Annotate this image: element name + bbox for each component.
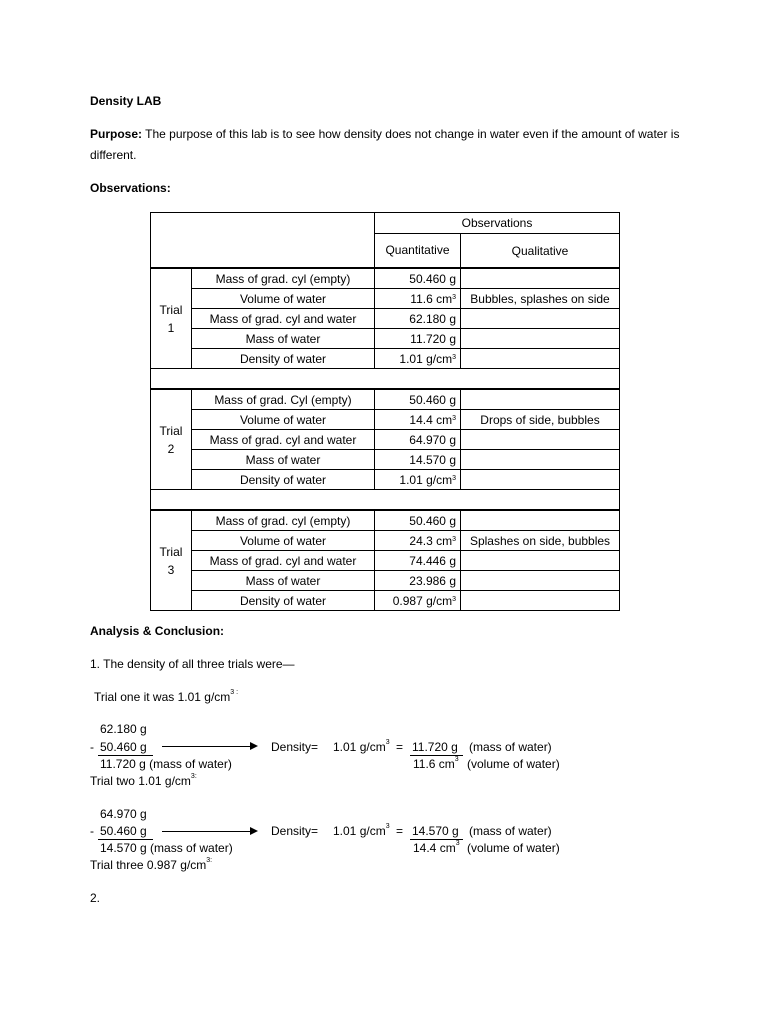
observations-heading: Observations: <box>90 181 171 195</box>
quantitative-value: 1.01 $g/cm^3$ <box>375 470 461 490</box>
quantitative-value: 11.6 $cm^3$ <box>375 289 461 309</box>
measurement-name: Mass of grad. cyl and water <box>192 309 375 329</box>
qualitative-note: Drops of side, bubbles <box>461 410 620 430</box>
table-row <box>151 510 620 531</box>
qualitative-note <box>461 510 620 531</box>
measurement-name: Mass of grad. cyl and water <box>192 430 375 450</box>
table-row <box>151 430 620 450</box>
calc1-density-value: 1.01 $g/cm^3$ <box>333 739 390 754</box>
calc2-sub-value: 50.460 g <box>100 824 147 838</box>
calc1-top-value: 62.180 g <box>100 722 147 736</box>
qualitative-note <box>461 591 620 611</box>
header-qualitative: Qualitative <box>461 234 620 269</box>
qualitative-note: Splashes on side, bubbles <box>461 531 620 551</box>
quantitative-value: 1.01 $g/cm^3$ <box>375 349 461 369</box>
measurement-name: Mass of grad. cyl and water <box>192 551 375 571</box>
quantitative-value: 50.460 g <box>375 389 461 410</box>
document-title: Density LAB <box>90 94 162 108</box>
calc1-sub-value: 50.460 g <box>100 740 147 754</box>
calc1-numerator-note: (mass of water) <box>469 740 552 754</box>
measurement-name: Mass of grad. Cyl (empty) <box>192 389 375 410</box>
qualitative-note: Bubbles, splashes on side <box>461 289 620 309</box>
quantitative-value: 23.986 g <box>375 571 461 591</box>
measurement-name: Density of water <box>192 349 375 369</box>
calc2-top-value: 64.970 g <box>100 807 147 821</box>
question-1: 1. The density of all three trials were— <box>90 657 295 671</box>
qualitative-note <box>461 309 620 329</box>
quantitative-value: 62.180 g <box>375 309 461 329</box>
table-row <box>151 389 620 410</box>
quantitative-value: 50.460 g <box>375 268 461 289</box>
table-row <box>151 551 620 571</box>
calc2-density-label: Density= <box>271 824 319 838</box>
table-row <box>151 289 620 309</box>
calc1-denominator-note: (volume of water) <box>467 757 560 771</box>
calc2-density-value: 1.01 $g/cm^3$ <box>333 823 390 838</box>
quantitative-value: 74.446 g <box>375 551 461 571</box>
qualitative-note <box>461 450 620 470</box>
purpose-paragraph <box>90 124 680 166</box>
table-row <box>151 349 620 369</box>
purpose-label: Purpose: <box>90 127 143 141</box>
quantitative-value: 64.970 g <box>375 430 461 450</box>
measurement-name: Volume of water <box>192 410 375 430</box>
table-row <box>151 571 620 591</box>
quantitative-value: 14.570 g <box>375 450 461 470</box>
table-corner-cell <box>151 213 375 269</box>
trial-label-1: Trial 1 <box>151 268 192 369</box>
qualitative-note <box>461 268 620 289</box>
header-quantitative: Quantitative <box>375 234 461 269</box>
observations-table <box>150 212 620 611</box>
calc2-numerator: 14.570 g <box>412 824 459 838</box>
trial-three-result: Trial three 0.987 $g/cm^{3:}$ <box>90 857 213 872</box>
table-row <box>151 591 620 611</box>
table-row <box>151 531 620 551</box>
calc1-equals: = <box>396 740 404 754</box>
trial-label-3: Trial 3 <box>151 510 192 611</box>
measurement-name: Mass of grad. cyl (empty) <box>192 268 375 289</box>
table-row <box>151 470 620 490</box>
quantitative-value: 24.3 $cm^3$ <box>375 531 461 551</box>
qualitative-note <box>461 349 620 369</box>
calc2-minus: - <box>90 824 94 838</box>
calc2-arrow-line <box>162 831 250 832</box>
quantitative-value: 11.720 g <box>375 329 461 349</box>
calc1-arrow-icon <box>250 742 258 750</box>
trial-one-result: Trial one it was 1.01 $g/cm^{3 :}$ <box>94 689 239 704</box>
quantitative-value: 0.987 $g/cm^3$ <box>375 591 461 611</box>
calc2-arrow-icon <box>250 827 258 835</box>
qualitative-note <box>461 430 620 450</box>
calc1-minus: - <box>90 740 94 754</box>
trial-two-result: Trial two 1.01 $g/cm^{3:}$ <box>90 773 197 788</box>
measurement-name: Density of water <box>192 591 375 611</box>
trial-separator-row <box>151 369 620 390</box>
calc2-result: 14.570 g (mass of water) <box>100 841 233 855</box>
calc2-equals: = <box>396 824 404 838</box>
trial-separator-row <box>151 490 620 511</box>
quantitative-value: 14.4 $cm^3$ <box>375 410 461 430</box>
trial-label-2: Trial 2 <box>151 389 192 490</box>
qualitative-note <box>461 329 620 349</box>
calc1-result: 11.720 g (mass of water) <box>100 757 232 771</box>
measurement-name: Mass of grad. cyl (empty) <box>192 510 375 531</box>
calc1-denominator: 11.6 $cm^3$ <box>413 756 459 771</box>
header-observations: Observations <box>375 213 620 234</box>
qualitative-note <box>461 551 620 571</box>
calc2-denominator-note: (volume of water) <box>467 841 560 855</box>
table-row <box>151 268 620 289</box>
measurement-name: Volume of water <box>192 289 375 309</box>
quantitative-value: 50.460 g <box>375 510 461 531</box>
calc1-numerator: 11.720 g <box>412 740 458 754</box>
calc1-density-label: Density= <box>271 740 319 754</box>
calc1-rule <box>98 755 153 756</box>
measurement-name: Mass of water <box>192 329 375 349</box>
table-row <box>151 329 620 349</box>
measurement-name: Mass of water <box>192 450 375 470</box>
measurement-name: Mass of water <box>192 571 375 591</box>
calc2-rule <box>98 839 153 840</box>
qualitative-note <box>461 389 620 410</box>
qualitative-note <box>461 571 620 591</box>
calc2-numerator-note: (mass of water) <box>469 824 552 838</box>
qualitative-note <box>461 470 620 490</box>
table-row <box>151 309 620 329</box>
calc1-arrow-line <box>162 746 250 747</box>
question-2: 2. <box>90 891 101 905</box>
table-row <box>151 450 620 470</box>
purpose-text: The purpose of this lab is to see how density does not change in water even if the amount of water is different. <box>90 127 680 162</box>
table-row <box>151 410 620 430</box>
calc2-denominator: 14.4 $cm^3$ <box>413 840 460 855</box>
analysis-heading: Analysis & Conclusion: <box>90 624 225 638</box>
measurement-name: Density of water <box>192 470 375 490</box>
measurement-name: Volume of water <box>192 531 375 551</box>
